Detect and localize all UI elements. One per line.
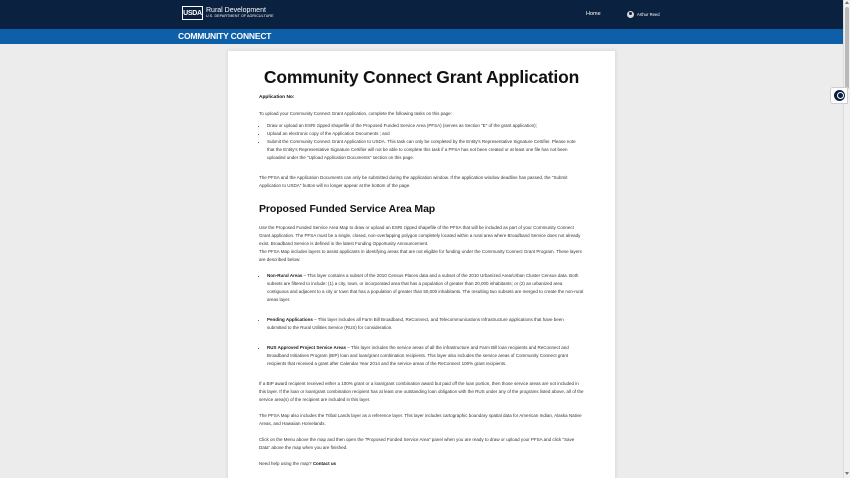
nav-home-link[interactable]: Home xyxy=(586,11,601,17)
program-title[interactable]: COMMUNITY CONNECT xyxy=(178,31,272,41)
layer-item-pending-applications xyxy=(267,316,584,332)
layer-description: – This layer includes the service areas of all the infrastructure and Farm Bill loan recipients and ReConnect and Broadband Initiatives Program (BIP) loan and loan/grant combination recipients. This layer also includes the service areas of Community Connect grant recipients that received a grant after Calendar Year 2014 and the service areas of the ReConnect 100% grant recipients. xyxy=(267,345,569,366)
layer-name: Pending Applications xyxy=(267,317,313,322)
usda-logo[interactable] xyxy=(182,6,274,20)
layer-name: RUS Approved Project Service Areas xyxy=(267,345,346,350)
map-layers-description: The PFSA Map includes layers to assist applicants in identifying areas that are not eligible for funding under the Community Connect Grant Program. These layers are described below: xyxy=(259,249,582,262)
map-section-heading: Proposed Funded Service Area Map xyxy=(259,203,436,215)
layer-description: – This layer contains a subset of the 2010 Census Places data and a subset of the 2010 Urbanized Area/Urban Cluster Census data. Both subsets are filtered to include: (1) a city, town, or incorporated area that has a population of greater than 20,000 inhabitants; or (2) an urbanized area contiguous and adjacent to a city or town that has a population of greater than 50,000 inhabitants. The resulting two subsets are merged to create the non-rural areas layer. xyxy=(267,273,584,302)
application-content xyxy=(259,66,584,468)
layer-item-non-rural xyxy=(267,272,584,304)
application-number-label: Application No: xyxy=(259,95,295,100)
layer-list xyxy=(259,272,584,368)
user-avatar-icon xyxy=(627,11,634,18)
page-scrollbar[interactable] xyxy=(843,0,850,478)
bip-note: If a BIP award recipient received either a 100% grant or a loan/grant combination award but paid off the loan portion, then those service areas are not included in this layer. If the loan or loan/grant combination recipient has at least one outstanding loan obligation with the RUS under any of the programs listed above, all of the service area(s) of the recipient are included in this layer. xyxy=(259,381,584,402)
layer-name: Non-Rural Areas xyxy=(267,273,303,278)
page-title: Community Connect Grant Application xyxy=(263,67,580,87)
accessibility-icon xyxy=(834,90,845,101)
intro-text: To upload your Community Connect Grant Application, complete the following tasks on this page: xyxy=(259,111,452,116)
tribal-lands-note: The PFSA Map also includes the Tribal Lands layer as a reference layer. This layer includes cartographic boundary spatial data for American Indian, Alaska Native Areas, and Hawaiian Homelands. xyxy=(259,413,582,426)
help-line xyxy=(259,460,584,468)
scroll-thumb[interactable] xyxy=(845,7,849,89)
usda-logo-mark: USDA xyxy=(182,6,203,20)
contact-us-link[interactable]: Contact us xyxy=(312,461,337,466)
scroll-down-icon[interactable] xyxy=(845,472,849,475)
menu-instructions: Click on the Menu above the map and then open the "Proposed Funded Service Area" panel when you are ready to draw or upload your PFSA and click "Save Data" above the map when you are finished. xyxy=(259,437,575,450)
layer-description: – This layer includes all Farm Bill Broadband, ReConnect, and Telecommunications Infrastructure applications that have been submitted to the Rural Utilities Service (RUS) for consideration. xyxy=(267,317,564,330)
task-item: • Upload an electronic copy of the Application Documents ; and xyxy=(267,130,584,138)
scroll-up-icon[interactable] xyxy=(845,1,849,4)
logo-text xyxy=(206,7,274,19)
layer-item-rus-approved xyxy=(267,344,584,368)
map-description: Use the Proposed Funded Service Area Map to draw or upload an ESRI zipped shapefile of the PFSA that will be included as part of your Community Connect Grant application. The PFSA must be a single, closed, non-overlapping polygon completely located within a rural area where Broadband Service does not already exist. Broadband Service is defined in the latest Funding Opportunity Announcement. xyxy=(259,225,581,246)
accessibility-button[interactable] xyxy=(830,87,848,104)
top-header xyxy=(0,0,843,29)
submit-window-note: The PFSA and the Application Documents can only be submitted during the application window. If the application window deadline has passed, the "Submit Application to USDA" button will no longer appear at the bottom of the page. xyxy=(259,175,568,188)
program-banner xyxy=(0,29,843,44)
help-text: Need help using the map? xyxy=(259,461,312,466)
user-menu[interactable] xyxy=(627,11,660,18)
task-item: • Submit the Community Connect Grant Application to USDA. This task can only be completed by the Entity's Representative Signature Certifier. Please note that the Entity's Representative Signature Certifier will not be able to complete this task if a PFSA has not been created or at least one file has not been uploaded under the "Upload Application Documents" section on this page. xyxy=(267,138,584,162)
task-item: • Draw or upload an ESRI zipped shapefile of the Proposed Funded Service Area (PFSA) (serves as Section "E" of the grant application); xyxy=(267,122,584,130)
task-list xyxy=(259,122,584,162)
logo-line-2: U.S. DEPARTMENT OF AGRICULTURE xyxy=(206,14,274,19)
logo-line-1: Rural Development xyxy=(206,7,266,15)
user-name: Arthur Reed xyxy=(637,12,660,17)
